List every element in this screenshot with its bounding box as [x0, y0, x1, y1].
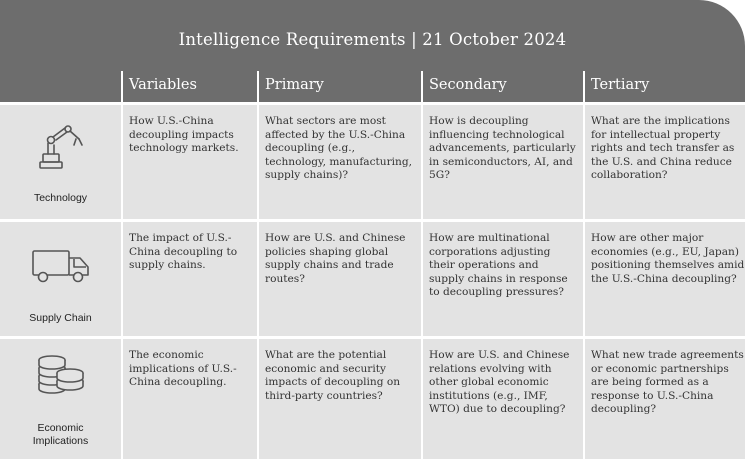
- table-cell-technology-primary: What sectors are most affected by the U.S.-China decoupling (e.g., technology, manufacturing, supply chains)?: [259, 105, 421, 219]
- table-cell-supply-chain-tertiary: How are other major economies (e.g., EU, Japan) positioning themselves amid the U.S.-China decoupling?: [585, 222, 745, 336]
- table-cell-supply-chain-variables: The impact of U.S.-China decoupling to supply chains.: [123, 222, 257, 336]
- truck-icon: [30, 246, 92, 286]
- requirements-table: [0, 71, 745, 456]
- table-cell-economic-secondary: How are U.S. and Chinese relations evolving with other global economic institutions (e.g., IMF, WTO) due to decoupling?: [423, 339, 583, 459]
- page-title: Intelligence Requirements | 21 October 2024: [178, 30, 567, 49]
- row-header-economic-implications: [0, 339, 121, 459]
- table-cell-economic-primary: What are the potential economic and security impacts of decoupling on third-party countries?: [259, 339, 421, 459]
- row-header-supply-chain: [0, 222, 121, 336]
- table-cell-economic-tertiary: What new trade agreements or economic partnerships are being formed as a response to U.S.-China decoupling?: [585, 339, 745, 459]
- table-cell-technology-variables: How U.S.-China decoupling impacts technology markets.: [123, 105, 257, 219]
- row-header-technology: [0, 105, 121, 219]
- table-corner: [0, 71, 121, 102]
- table-cell-supply-chain-secondary: How are multinational corporations adjusting their operations and supply chains in response to decoupling pressures?: [423, 222, 583, 336]
- table-cell-supply-chain-primary: How are U.S. and Chinese policies shaping global supply chains and trade routes?: [259, 222, 421, 336]
- table-cell-technology-tertiary: What are the implications for intellectual property rights and tech transfer as the U.S. and China reduce collaboration?: [585, 105, 745, 219]
- row-label-economic-implications: Economic Implications: [32, 422, 89, 447]
- table-cell-technology-secondary: How is decoupling influencing technological advancements, particularly in semiconductors, AI, and 5G?: [423, 105, 583, 219]
- column-header-primary: Primary: [259, 71, 421, 102]
- column-header-variables: Variables: [123, 71, 257, 102]
- row-label-supply-chain: Supply Chain: [29, 312, 92, 324]
- table-cell-economic-variables: The economic implications of U.S.-China decoupling.: [123, 339, 257, 459]
- title-banner: [0, 0, 745, 71]
- coin-stack-icon: [30, 351, 92, 399]
- row-label-technology: Technology: [33, 192, 88, 204]
- column-header-secondary: Secondary: [423, 71, 583, 102]
- column-header-tertiary: Tertiary: [585, 71, 745, 102]
- robotic-arm-icon: [30, 123, 92, 171]
